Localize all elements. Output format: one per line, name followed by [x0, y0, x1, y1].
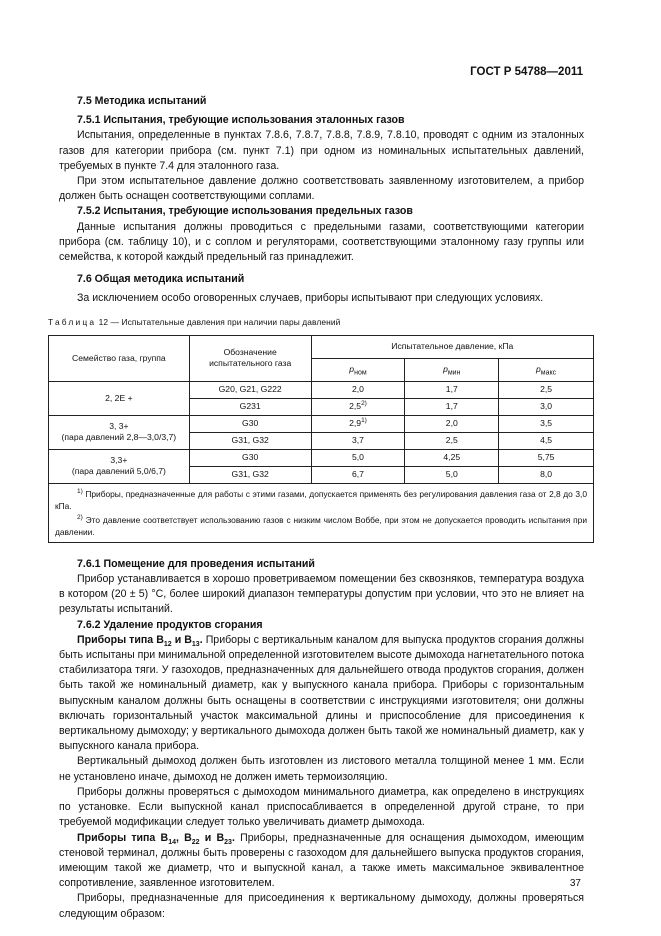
p-min-cell: 1,7: [405, 381, 499, 398]
gas-cell: G31, G32: [189, 466, 311, 483]
appliance-type-lead: Приборы типа $B_{14}$, $B_{22}$ и $B_{23}$.: [77, 831, 235, 846]
p-max-cell: 3,0: [499, 398, 594, 415]
page-body: [48, 94, 587, 922]
gas-cell: G31, G32: [189, 432, 311, 449]
p-nom-cell: 3,7: [311, 432, 405, 449]
paragraph: Приборы должны проверяться с дымоходом минимального диаметра, как определено в инструкциях по установке. Если выпускной канал приспосабливается в определенной другой стране, то при требуемой модификации следует только увеличивать диаметр дымохода.: [59, 785, 584, 829]
paragraph: При этом испытательное давление должно соответствовать заявленному изготовителем, а прибор должен быть оснащен соответствующими соплами.: [59, 175, 584, 203]
footnote-2: $^{2)}$ Это давление соответствует использованию газов с низким числом Воббе, при этом не допускается проводить испытания при давлении.: [55, 514, 587, 537]
p-min-cell: 4,25: [405, 449, 499, 466]
family-cell: 2, 2E +: [49, 381, 190, 415]
p-max-cell: 2,5: [499, 381, 594, 398]
gas-cell: G20, G21, G222: [189, 381, 311, 398]
page-number: 37: [569, 878, 581, 889]
document-id: ГОСТ Р 54788—2011: [470, 66, 583, 78]
table-header-row: [49, 335, 594, 358]
p-nom-cell: 6,7: [311, 466, 405, 483]
table-row: [49, 415, 594, 432]
p-min-cell: 2,0: [405, 415, 499, 432]
p-max-cell: 5,75: [499, 449, 594, 466]
p-nom-cell: 2,0: [311, 381, 405, 398]
family-cell: 3, 3+ (пара давлений 2,8—3,0/3,7): [49, 415, 190, 449]
section-7-6-1-title: 7.6.1 Помещение для проведения испытаний: [77, 557, 315, 570]
header-p-nom: $p_{ном}$: [311, 358, 405, 381]
p-max-cell: 3,5: [499, 415, 594, 432]
p-min-cell: 5,0: [405, 466, 499, 483]
header-p-min: $p_{мин}$: [405, 358, 499, 381]
p-max-cell: 4,5: [499, 432, 594, 449]
table-row: [49, 449, 594, 466]
section-7-5-1-title: 7.5.1 Испытания, требующие использования эталонных газов: [77, 114, 405, 127]
header-pressure: Испытательное давление, кПа: [311, 335, 593, 358]
p-max-cell: 8,0: [499, 466, 594, 483]
table-notes-row: [49, 483, 594, 542]
appliance-type-lead: Приборы типа $B_{12}$ и $B_{13}$.: [77, 633, 203, 648]
p-nom-cell: 2,5$^{2)}$: [311, 398, 405, 415]
paragraph: Приборы типа $B_{12}$ и $B_{13}$. Приборы с вертикальным каналом для выпуска продуктов сгорания должны быть испытаны при минимальной определенной изготовителем высоте дымохода нагнетательного потока стабилизатора тяги. У газоходов, предназначенных для дальнейшего отвода продуктов сгорания, должен быть такой же номинальный диаметр, как у выпускного канала прибора. Приборы с горизонтальным выпускным каналом должны быть оснащены в соответствии с инструкциями изготовителя; они должны включать горизонтальный участок максимальной длины и приспособление для присоединения к вертикальному дымоходу; у вертикального дымохода должен быть такой же номинальный диаметр, как у выпускного канала прибора.: [59, 633, 584, 753]
table-caption-text: 12 — Испытательные давления при наличии пары давлений: [96, 316, 341, 327]
footnote-1: $^{1)}$ Приборы, предназначенные для работы с этими газами, допускается применять без регулирования давления газа от 2,8 до 3,0 кПа.: [55, 488, 587, 511]
table-caption-label: Таблица: [48, 316, 97, 327]
header-designation: Обозначение испытательного газа: [189, 335, 311, 381]
paragraph: Данные испытания должны проводиться с предельными газами, соответствующими категории прибора (см. таблицу 10), и с соплом и регуляторами, соответствующими эталонному газу группы или семейства, к которой каждый предельный газ принадлежит.: [59, 220, 584, 264]
gas-cell: G30: [189, 415, 311, 432]
paragraph: За исключением особо оговоренных случаев, приборы испытывают при следующих условиях.: [77, 292, 544, 305]
table-notes: [49, 483, 594, 542]
table-row: [49, 381, 594, 398]
p-nom-cell: 5,0: [311, 449, 405, 466]
paragraph: Приборы, предназначенные для присоединения к вертикальному дымоходу, должны проверяться следующим образом:: [59, 892, 584, 920]
header-family: Семейство газа, группа: [49, 335, 190, 381]
paragraph: Прибор устанавливается в хорошо проветриваемом помещении без сквозняков, температура воздуха в котором (20 ± 5) °С, более широкий диапазон температуры допустим при условии, что это не влияет на результаты испытаний.: [59, 573, 584, 616]
gas-cell: G231: [189, 398, 311, 415]
paragraph: Приборы типа $B_{14}$, $B_{22}$ и $B_{23}$. Приборы, предназначенные для оснащения дымоходом, имеющим стеновой терминал, должны быть проверены с газоходом для дальнейшего выпуска продуктов сгорания, имеющим такой же диаметр, что и выпускной канал, а также иметь максимальное эквивалентное сопротивление, заявленное изготовителем.: [59, 831, 584, 890]
p-nom-cell: 2,9$^{1)}$: [311, 415, 405, 432]
section-7-5-title: 7.5 Методика испытаний: [77, 95, 207, 107]
p-min-cell: 1,7: [405, 398, 499, 415]
section-7-6-2-title: 7.6.2 Удаление продуктов сгорания: [77, 618, 263, 631]
paragraph: Испытания, определенные в пунктах 7.8.6, 7.8.7, 7.8.8, 7.8.9, 7.8.10, проводят с одним из эталонных газов для категории прибора (см. пункт 7.1) при одном из номинальных испытательных давлений, требуемых в пункте 7.4 для эталонного газа.: [59, 129, 584, 172]
pressure-table: [48, 335, 594, 543]
paragraph: Вертикальный дымоход должен быть изготовлен из листового металла толщиной менее 1 мм. Если не установлено иначе, дымоход не должен иметь термоизоляцию.: [59, 755, 584, 783]
table-caption: [48, 315, 584, 330]
section-7-5-2-title: 7.5.2 Испытания, требующие использования предельных газов: [77, 205, 413, 218]
header-p-max: $p_{макс}$: [499, 358, 594, 381]
gas-cell: G30: [189, 449, 311, 466]
p-min-cell: 2,5: [405, 432, 499, 449]
family-cell: 3,3+ (пара давлений 5,0/6,7): [49, 449, 190, 483]
section-7-6-title: 7.6 Общая методика испытаний: [77, 273, 245, 286]
